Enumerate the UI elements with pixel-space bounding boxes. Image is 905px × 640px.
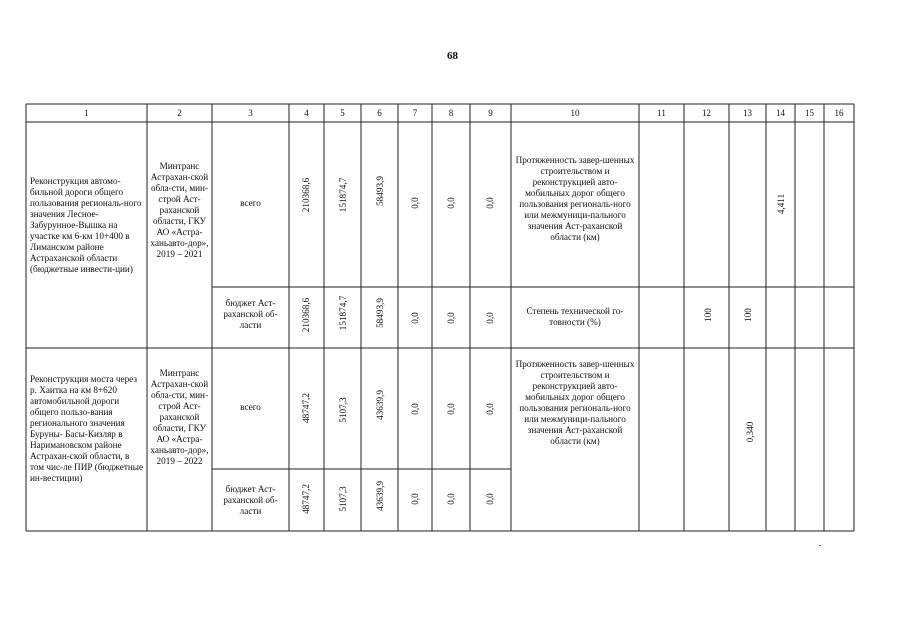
cell-value: 151874,7 [338,295,348,331]
cell-value: 0,0 [446,312,456,324]
funding-source: всего [240,402,261,412]
cell-value: 100 [703,308,713,322]
col-header: 6 [377,108,382,118]
cell-value: 58493,9 [375,176,385,206]
col-header: 9 [488,108,493,118]
funding-source: бюджет Аст-раханской об-ласти [223,484,278,516]
scan-speck [819,545,821,546]
col-header: 5 [340,108,345,118]
cell-value: 0,0 [446,403,456,415]
cell-value: 48747,2 [301,484,311,514]
indicator-text: Протяженность завер-шенных строительством и реконструкцией авто-мобильных дорог общего пользования региональ-ного или межмуници-пального значения Аст-раханской области (км) [515,359,635,446]
cell-value: 0,0 [446,197,456,209]
cell-value: 43639,9 [375,481,385,511]
project-name: Реконструкция автомо-бильной дороги общего пользования региональ-ного значения Лесное-Забурунное-Вышка на участке км 6-км 10+400 в Лиманском районе Астраханской области (бюджетные инвести-ции) [30,176,142,274]
col-header: 11 [657,108,666,118]
cell-value: 0,0 [410,493,420,505]
cell-value: 0,0 [410,403,420,415]
cell-value: 5107,3 [338,486,348,512]
cell-value: 0,0 [446,493,456,505]
indicator-text: Протяженность завер-шенных строительством и реконструкцией авто-мобильных дорог общего пользования региональ-ного или межмуници-пального значения Аст-раханской области (км) [515,155,635,242]
col-header: 12 [702,108,711,118]
project-name: Реконструкция моста через р. Хаитка на км 8+620 автомобильной дороги общего пользо-вания регионального значения Буруны- Басы-Кизляр в Наримановском районе Астрахан-ской области, в том чис-ле ПИР (бюджетные ин-вестиции) [30,374,144,483]
col-header: 2 [177,108,182,118]
cell-value: 0,340 [745,421,755,443]
executor: Минтранс Астрахан-ской обла-сти, мин-строй Аст-раханской области, ГКУ АО «Астра-ханьавто-дор», 2019 – 2021 [150,161,209,259]
cell-value: 5107,3 [338,397,348,423]
col-header: 14 [776,108,785,118]
cell-value: 0,0 [485,493,495,505]
cell-value: 58493,9 [375,298,385,328]
cell-value: 210368,6 [301,297,311,333]
col-header: 8 [448,108,454,118]
cell-value: 0,0 [410,197,420,209]
cell-value: 100 [743,308,753,322]
cell-value: 4,411 [776,193,786,215]
cell-value: 48747,2 [301,393,311,423]
col-header: 4 [304,108,309,118]
funding-source: бюджет Аст-раханской об-ласти [223,298,278,330]
cell-value: 0,0 [485,197,495,209]
funding-source: всего [240,198,261,208]
page-number: 68 [447,50,458,62]
indicator-text: Степень технической го-товности (%) [526,306,624,327]
col-header: 13 [743,108,752,118]
cell-value: 0,0 [410,312,420,324]
cell-value: 43639,9 [375,390,385,420]
cell-value: 0,0 [485,403,495,415]
col-header: 3 [248,108,253,118]
col-header: 16 [834,108,844,118]
col-header: 7 [412,108,418,118]
cell-value: 151874,7 [338,177,348,213]
col-header: 15 [805,108,814,118]
cell-value: 210368,6 [301,177,311,213]
col-header: 10 [570,108,580,118]
col-header: 1 [84,108,89,118]
executor: Минтранс Астрахан-ской обла-сти, мин-строй Аст-раханской области, ГКУ АО «Астра-ханьавто-дор», 2019 – 2022 [150,368,209,466]
cell-value: 0,0 [485,312,495,324]
